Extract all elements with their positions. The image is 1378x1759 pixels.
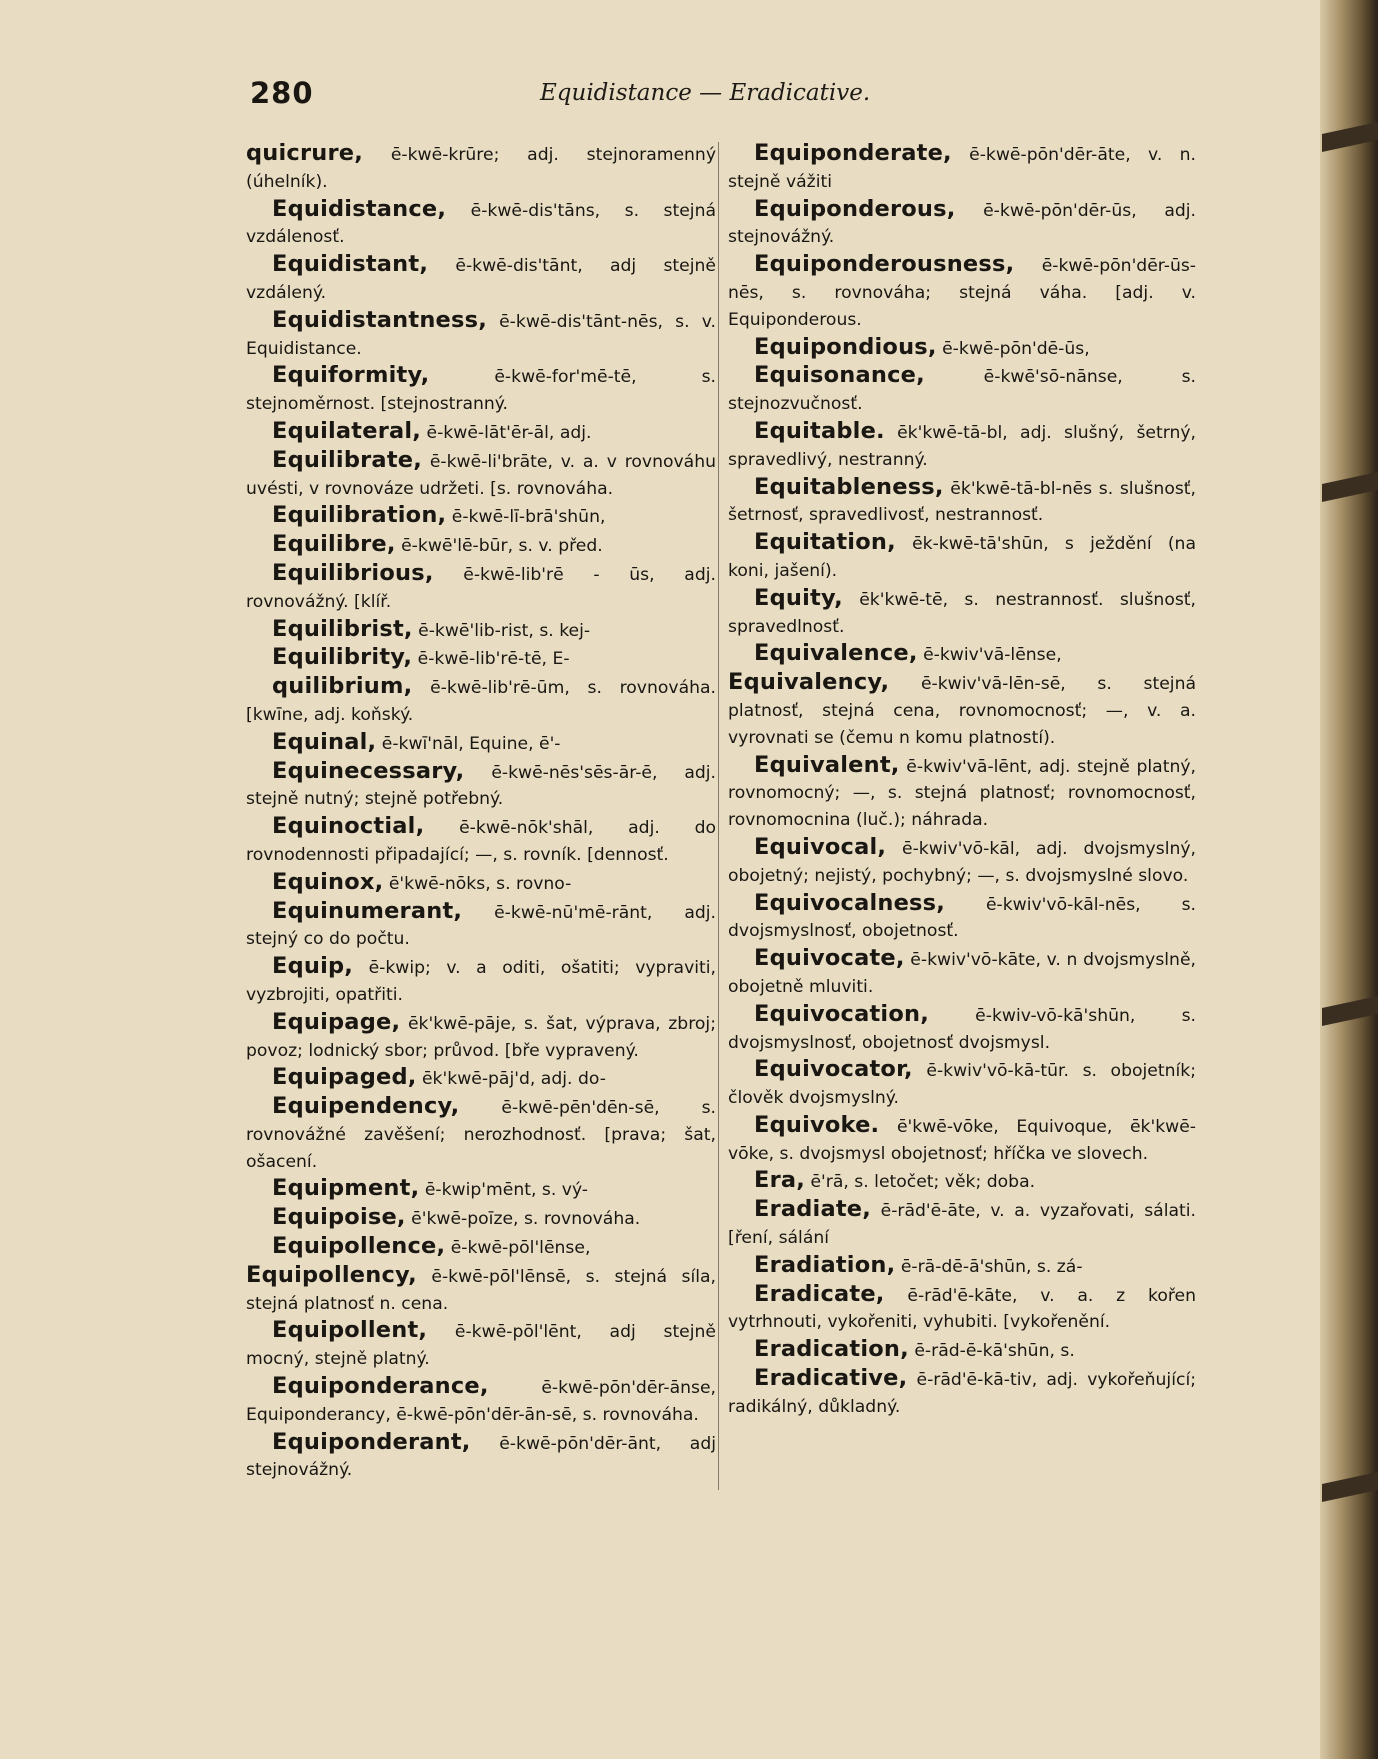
entry-definition: ē-kwē-lib'rē - ūs, adj. rovnovážný. [klíř. <box>246 564 716 612</box>
dictionary-entry <box>728 1252 1196 1281</box>
entry-headword: Equiponderate, <box>754 140 952 166</box>
entry-headword: Eradicative, <box>754 1365 908 1392</box>
dictionary-entry <box>246 813 716 869</box>
entry-headword: Eradicate, <box>754 1280 885 1307</box>
running-title: Equidistance — Eradicative. <box>540 80 871 106</box>
entry-definition: ē-kwē-pōn'dēr-ūs, adj. stejnovážný. <box>728 200 1196 248</box>
dictionary-entry <box>728 362 1196 418</box>
dictionary-entry <box>728 585 1196 641</box>
entry-definition: ē-kwē-krūre; adj. stejnoramenný (úhelník). <box>246 145 716 192</box>
dictionary-entry <box>246 1093 716 1175</box>
dictionary-entry <box>728 140 1196 196</box>
dictionary-entry <box>728 890 1196 946</box>
entry-definition: ē-kwē-li'brāte, v. a. v rovnováhu uvésti, v rovnováze udržeti. [s. rovnováha. <box>246 451 716 499</box>
dictionary-entry <box>728 669 1196 751</box>
dictionary-entry <box>246 1233 716 1262</box>
entry-definition: ē-kwip; v. a oditi, ošatiti; vypraviti, vyzbrojiti, opatřiti. <box>246 958 716 1005</box>
dictionary-entry <box>246 1317 716 1373</box>
entry-headword: Equilibrity, <box>272 644 413 671</box>
dictionary-entry <box>246 1262 716 1318</box>
dictionary-entry <box>728 1281 1196 1337</box>
entry-definition: ē-kwē-dis'tānt-nēs, s. v. Equidistance. <box>246 311 716 359</box>
dictionary-entry <box>246 758 716 814</box>
dictionary-entry <box>246 1204 716 1233</box>
dictionary-entry <box>728 474 1196 530</box>
entry-headword: Equipollency, <box>246 1261 417 1288</box>
dictionary-entry <box>246 1175 716 1204</box>
entry-headword: Equiformity, <box>272 362 430 389</box>
entry-headword: quilibrium, <box>272 673 413 700</box>
dictionary-entry <box>728 1336 1196 1365</box>
entry-definition: ē-kwē-pōl'lēnse, <box>450 1238 591 1259</box>
entry-definition: ē-kwē'sō-nānse, s. stejnozvučnosť. <box>728 367 1196 415</box>
dictionary-entry <box>246 196 716 252</box>
entry-headword: Equiponderant, <box>272 1428 471 1455</box>
entry-definition: ē-kwē-for'mē-tē, s. stejnoměrnost. [stejnostranný. <box>246 367 716 415</box>
entry-definition: ē-kwē-pōn'dē-ūs, <box>942 338 1090 359</box>
entry-definition: ē-kwē-nōk'shāl, adj. do rovnodennosti připadající; —, s. rovník. [dennosť. <box>246 818 716 865</box>
entry-headword: Equinox, <box>272 868 384 895</box>
entry-headword: Equiponderousness, <box>754 251 1015 278</box>
dictionary-entry <box>246 251 716 307</box>
entry-definition: ē-kwē-pōl'lēnsē, s. stejná síla, stejná platnosť n. cena. <box>246 1266 716 1314</box>
entry-definition: ē-rā-dē-ā'shūn, s. zá- <box>900 1256 1083 1277</box>
entry-headword: Equidistantness, <box>272 306 487 333</box>
dictionary-entry <box>246 418 716 447</box>
entry-definition: ē-kwē-lī-brā'shūn, <box>451 507 606 528</box>
page-number: 280 <box>250 76 314 110</box>
entry-definition: ē-kwiv'vō-kāl, adj. dvojsmyslný, obojetný; nejistý, pochybný; —, s. dvojsmyslné slovo. <box>728 838 1196 886</box>
entry-definition: ē-kwiv'vā-lēn-sē, s. stejná platnosť, stejná cena, rovnomocnosť; —, v. a. vyrovnati se (čemu n komu platností). <box>728 674 1196 748</box>
entry-definition: ē'kwē-vōke, Equivoque, ēk'kwē-vōke, s. dvojsmysl obojetnosť; hříčka ve slovech. <box>728 1116 1197 1164</box>
entry-definition: ē-kwē-dis'tānt, adj stejně vzdálený. <box>246 256 716 303</box>
left-column <box>246 140 716 1484</box>
dictionary-entry <box>728 1112 1196 1168</box>
dictionary-entry <box>728 1167 1196 1196</box>
entry-headword: Equity, <box>754 584 843 611</box>
column-divider <box>718 142 719 1490</box>
entry-headword: Equisonance, <box>754 362 925 389</box>
entry-headword: Equipollent, <box>272 1317 428 1344</box>
dictionary-entry <box>728 834 1196 890</box>
entry-headword: Era, <box>754 1167 805 1194</box>
entry-headword: Equiponderance, <box>272 1373 489 1400</box>
entry-definition: ē-kwē-nū'mē-rānt, adj. stejný co do počtu. <box>246 902 716 950</box>
entry-headword: Equipage, <box>272 1008 401 1035</box>
dictionary-entry <box>246 869 716 898</box>
dictionary-entry <box>728 1365 1196 1421</box>
entry-headword: Equivocation, <box>754 1000 929 1027</box>
dictionary-entry <box>246 644 716 673</box>
entry-headword: Equilibration, <box>272 502 447 529</box>
entry-headword: Equitation, <box>754 529 896 556</box>
entry-headword: Equitableness, <box>754 473 944 500</box>
entry-definition: ē-rād'ē-kāte, v. a. z kořen vytrhnouti, vykořeniti, vyhubiti. [vykořenění. <box>728 1285 1196 1333</box>
entry-definition: ē-kwiv'vō-kā-tūr. s. obojetník; člověk dvojsmyslný. <box>728 1061 1197 1109</box>
entry-headword: Equinumerant, <box>272 897 463 924</box>
entry-headword: Equivoke. <box>754 1111 880 1138</box>
entry-definition: ē-rād'ē-kā-tiv, adj. vykořeňující; radikálný, důkladný. <box>728 1370 1197 1417</box>
right-column <box>728 140 1196 1421</box>
dictionary-entry <box>246 729 716 758</box>
entry-definition: ē-kwē-pōl'lēnt, adj stejně mocný, stejně platný. <box>246 1322 716 1370</box>
entry-headword: Equitable. <box>754 417 885 444</box>
entry-definition: ē-kwē-nēs'sēs-ār-ē, adj. stejně nutný; stejně potřebný. <box>246 762 717 810</box>
entry-headword: Equipment, <box>272 1175 420 1202</box>
entry-headword: Equinoctial, <box>272 813 425 840</box>
entry-definition: ē-kwē-dis'tāns, s. stejná vzdálenosť. <box>246 200 717 248</box>
entry-headword: Equivocalness, <box>754 889 945 916</box>
entry-definition: ē-kwiv'vā-lēnse, <box>923 645 1062 666</box>
entry-headword: Equilibrious, <box>272 559 434 586</box>
dictionary-entry <box>728 196 1196 252</box>
entry-headword: Equilateral, <box>272 417 422 444</box>
dictionary-entry <box>246 447 716 503</box>
entry-headword: Equipondious, <box>754 333 937 360</box>
dictionary-entry <box>246 502 716 531</box>
dictionary-entry <box>246 1009 716 1065</box>
entry-definition: ē-kwē-pōn'dēr-āte, v. n. stejně vážiti <box>728 145 1196 192</box>
entry-definition: ēk'kwē-tē, s. nestrannosť. slušnosť, spravedlnosť. <box>728 589 1196 637</box>
page-header <box>0 76 1320 116</box>
entry-headword: Equilibrist, <box>272 615 413 642</box>
entry-headword: Equivocal, <box>754 833 887 860</box>
dictionary-entry <box>246 140 716 196</box>
dictionary-entry <box>246 560 716 616</box>
dictionary-entry <box>728 1196 1196 1252</box>
entry-headword: Eradiate, <box>754 1196 872 1223</box>
dictionary-entry <box>246 1429 716 1485</box>
entry-definition: ē-kwē-lib'rē-ūm, s. rovnováha. [kwīne, adj. koňský. <box>246 678 716 725</box>
dictionary-entry <box>246 1373 716 1429</box>
entry-headword: Equinecessary, <box>272 757 465 784</box>
dictionary-entry <box>728 640 1196 669</box>
entry-definition: ē-kwē-lib'rē-tē, E- <box>417 649 570 670</box>
dictionary-entry <box>728 945 1196 1001</box>
entry-headword: Equiponderous, <box>754 195 956 222</box>
entry-headword: Equivocate, <box>754 945 905 972</box>
dictionary-entry <box>246 307 716 363</box>
entry-headword: Equipoise, <box>272 1204 406 1231</box>
dictionary-entry <box>728 418 1196 474</box>
entry-definition: ē-kwē-pēn'dēn-sē, s. rovnovážné zavěšení; nerozhodnosť. [prava; šat, ošacení. <box>246 1098 717 1172</box>
entry-definition: ē-kwē-pōn'dēr-ūs-nēs, s. rovnováha; stejná váha. [adj. v. Equiponderous. <box>728 256 1196 330</box>
entry-definition: ē-rād'ē-āte, v. a. vyzařovati, sálati. [ření, sálání <box>728 1201 1196 1249</box>
dictionary-entry <box>246 616 716 645</box>
entry-definition: ē-kwē-pōn'dēr-ānt, adj stejnovážný. <box>246 1433 716 1481</box>
dictionary-entry <box>728 529 1196 585</box>
dictionary-entry <box>246 1064 716 1093</box>
entry-headword: Equilibre, <box>272 531 396 558</box>
entry-headword: Equipendency, <box>272 1093 460 1120</box>
entry-headword: Eradication, <box>754 1336 909 1363</box>
entry-definition: ē-kwiv'vō-kāte, v. n dvojsmyslně, obojetně mluviti. <box>728 950 1196 997</box>
entry-headword: Equivalency, <box>728 669 890 696</box>
entry-headword: Equip, <box>272 953 354 980</box>
entry-definition: ēk'kwē-pāje, s. šat, výprava, zbroj; povoz; lodnický sbor; průvod. [bře vypravený. <box>246 1013 716 1061</box>
entry-definition: ēk'kwē-tā-bl-nēs s. slušnosť, šetrnosť, spravedlivosť, nestrannosť. <box>728 478 1196 526</box>
dictionary-entry <box>728 251 1196 333</box>
dictionary-entry <box>246 673 716 729</box>
dictionary-entry <box>246 362 716 418</box>
entry-headword: Equivocator, <box>754 1056 913 1083</box>
entry-headword: Equidistance, <box>272 195 447 222</box>
dictionary-entry <box>246 953 716 1009</box>
entry-headword: Equinal, <box>272 728 377 755</box>
dictionary-entry <box>728 752 1196 834</box>
dictionary-entry <box>728 1056 1196 1112</box>
entry-definition: ē-kwip'mēnt, s. vý- <box>424 1180 589 1201</box>
entry-definition: ē'kwē-nōks, s. rovno- <box>388 873 572 894</box>
entry-headword: Equilibrate, <box>272 446 422 473</box>
entry-headword: Equidistant, <box>272 251 429 278</box>
entry-definition: ē'rā, s. letočet; věk; doba. <box>810 1172 1036 1193</box>
dictionary-entry <box>728 334 1196 363</box>
dictionary-entry <box>728 1001 1196 1057</box>
entry-definition: ēk'kwē-tā-bl, adj. slušný, šetrný, spravedlivý, nestranný. <box>728 422 1197 470</box>
entry-headword: Equivalent, <box>754 751 900 778</box>
entry-definition: ēk-kwē-tā'shūn, s ježdění (na koni, jašení). <box>728 534 1196 581</box>
entry-definition: ē-kwiv'vā-lēnt, adj. stejně platný, rovnomocný; —, s. stejná platnosť; rovnomocnosť, rovnomocnina (luč.); náhrada. <box>728 756 1196 831</box>
entry-definition: ē-rād-ē-kā'shūn, s. <box>914 1341 1075 1362</box>
entry-headword: Equipollence, <box>272 1233 446 1260</box>
entry-definition: ē'kwē-poīze, s. rovnováha. <box>411 1209 641 1230</box>
dictionary-entry <box>246 531 716 560</box>
entry-definition: ē-kwē-pōn'dēr-ānse, Equiponderancy, ē-kwē-pōn'dēr-ān-sē, s. rovnováha. <box>246 1378 716 1425</box>
entry-headword: quicrure, <box>246 140 363 166</box>
entry-definition: ē-kwē-lāt'ēr-āl, adj. <box>426 422 592 443</box>
entry-definition: ēk'kwē-pāj'd, adj. do- <box>421 1069 606 1090</box>
entry-headword: Eradiation, <box>754 1251 896 1278</box>
entry-headword: Equivalence, <box>754 640 918 667</box>
entry-definition: ē-kwiv'vō-kāl-nēs, s. dvojsmyslnosť, obojetnosť. <box>728 894 1196 942</box>
entry-definition: ē-kwiv-vō-kā'shūn, s. dvojsmyslnosť, obojetnosť dvojsmysl. <box>728 1005 1197 1053</box>
entry-headword: Equipaged, <box>272 1064 417 1091</box>
entry-definition: ē-kwē'lib-rist, s. kej- <box>418 620 591 641</box>
entry-definition: ē-kwē'lē-būr, s. v. před. <box>401 536 603 557</box>
dictionary-entry <box>246 898 716 954</box>
entry-definition: ē-kwī'nāl, Equine, ē'- <box>381 733 561 754</box>
